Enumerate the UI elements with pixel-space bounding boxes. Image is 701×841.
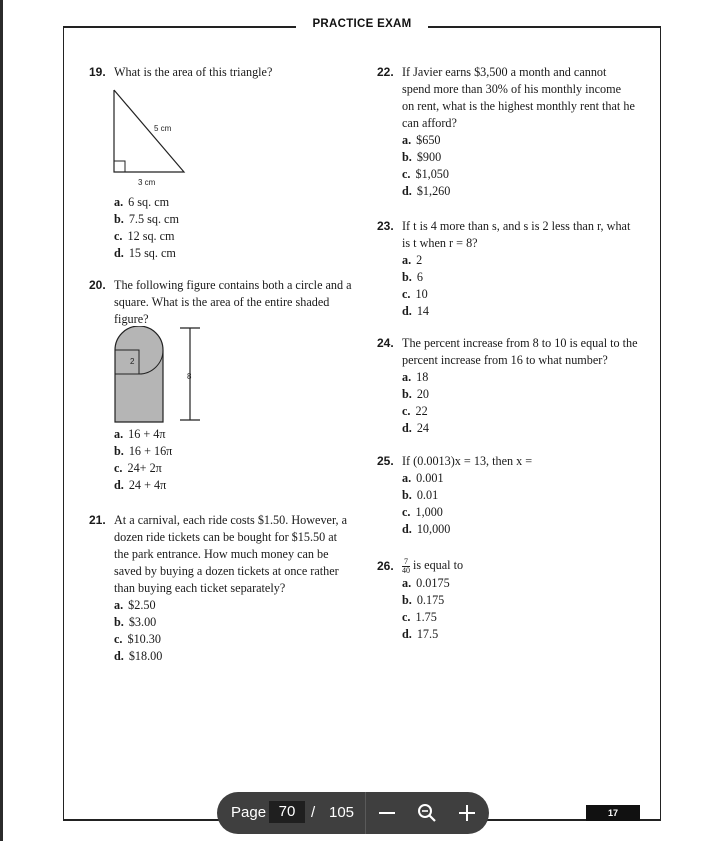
question-number: 25. — [377, 454, 394, 468]
total-pages: 105 — [329, 804, 355, 821]
question-text: At a carnival, each ride costs $1.50. However, a dozen ride tickets can be bought for $15.50 at the park entrance. How much money can be saved by buying a dozen tickets at once rather than buying each ticket separately? — [114, 513, 348, 595]
answer-choice[interactable]: c. 24+ 2π — [114, 461, 162, 475]
pdf-viewer-toolbar — [217, 792, 489, 834]
answer-choice[interactable]: c. 22 — [402, 404, 428, 418]
page-number-badge: 17 — [586, 805, 640, 821]
answer-choice[interactable]: d. $18.00 — [114, 649, 163, 663]
answer-choice[interactable]: a. 6 sq. cm — [114, 195, 170, 209]
answer-choice[interactable]: a. 16 + 4π — [114, 427, 166, 441]
question-22 — [377, 64, 636, 200]
triangle-figure — [108, 86, 198, 190]
answer-choice[interactable]: c. 1.75 — [402, 609, 437, 624]
right-angle-marker — [114, 161, 125, 172]
question-19 — [89, 64, 354, 81]
question-text: The following figure contains both a circle and a square. What is the area of the entire shaded figure? — [114, 278, 352, 326]
current-page-input[interactable]: 70 — [269, 801, 305, 823]
answer-choice[interactable]: d. $1,260 — [402, 184, 451, 198]
question-number: 24. — [377, 336, 394, 350]
answer-choice[interactable]: b. 20 — [402, 387, 430, 401]
fraction-denominator: 40 — [402, 565, 410, 575]
answer-choice[interactable]: a. $2.50 — [114, 598, 156, 612]
answer-choice[interactable]: d. 10,000 — [402, 522, 451, 536]
question-number: 21. — [89, 513, 106, 527]
question-25 — [377, 453, 638, 538]
base-label: 3 cm — [138, 178, 156, 187]
fraction — [402, 558, 410, 575]
question-24 — [377, 335, 638, 437]
circle-square-figure — [112, 326, 208, 424]
question-text: If Javier earns $3,500 a month and cannot spend more than 30% of his monthly income on rent, what is the highest monthly rent that he can afford? — [402, 65, 635, 130]
zoom-in-icon — [454, 800, 480, 826]
height-label: 8 — [187, 372, 192, 381]
answer-choice[interactable]: c. 1,000 — [402, 505, 443, 519]
answer-choice[interactable]: d. 14 — [402, 304, 430, 318]
answer-choice[interactable]: c. 10 — [402, 287, 428, 301]
question-20 — [89, 277, 354, 328]
answer-choice[interactable]: b. 16 + 16π — [114, 444, 173, 458]
answers-20 — [114, 426, 314, 494]
page-label: Page — [231, 804, 267, 821]
question-text-rest: is equal to — [413, 558, 464, 572]
answer-choice[interactable]: b. 6 — [402, 270, 423, 284]
answer-choice[interactable]: b. $900 — [402, 150, 442, 164]
answer-choice[interactable]: b. 7.5 sq. cm — [114, 212, 179, 226]
question-number: 20. — [89, 278, 106, 292]
answer-choice[interactable]: a. $650 — [402, 133, 441, 147]
question-text: The percent increase from 8 to 10 is equal to the percent increase from 16 to what number? — [402, 336, 638, 367]
zoom-reset-button[interactable] — [414, 800, 440, 826]
question-26 — [377, 556, 638, 643]
answer-choice[interactable]: b. 0.01 — [402, 488, 439, 502]
answer-choice[interactable]: d. 24 + 4π — [114, 478, 167, 492]
radius-label: 2 — [130, 357, 135, 366]
question-21 — [89, 512, 354, 665]
question-text: What is the area of this triangle? — [114, 65, 273, 79]
answer-choice[interactable]: d. 15 sq. cm — [114, 246, 176, 260]
answer-choice[interactable]: c. $1,050 — [402, 167, 449, 181]
answer-choice[interactable]: c. 12 sq. cm — [114, 229, 175, 243]
hypotenuse-label: 5 cm — [154, 124, 172, 133]
question-number: 19. — [89, 65, 106, 79]
answer-choice[interactable]: a. 18 — [402, 370, 429, 384]
triangle-outline — [114, 90, 184, 172]
question-text: If t is 4 more than s, and s is 2 less than r, what is t when r = 8? — [402, 219, 631, 250]
zoom-out-icon — [374, 800, 400, 826]
question-text — [402, 557, 638, 575]
question-text: If (0.0013)x = 13, then x = — [402, 454, 533, 468]
toolbar-divider — [365, 792, 366, 834]
answer-choice[interactable]: a. 2 — [402, 253, 423, 267]
viewer-left-edge — [0, 0, 3, 841]
question-number: 22. — [377, 65, 394, 79]
answers-19 — [114, 194, 314, 262]
answer-choice[interactable]: d. 24 — [402, 421, 430, 435]
zoom-in-button[interactable] — [454, 800, 480, 826]
question-number: 26. — [377, 559, 394, 573]
answer-choice[interactable]: b. $3.00 — [114, 615, 157, 629]
answer-choice[interactable]: b. 0.175 — [402, 592, 445, 607]
answer-choice[interactable]: c. $10.30 — [114, 632, 161, 646]
question-number: 23. — [377, 219, 394, 233]
zoom-out-button[interactable] — [374, 800, 400, 826]
page-separator: / — [311, 804, 316, 821]
answer-choice[interactable]: a. 0.0175 — [402, 575, 450, 590]
fraction-numerator: 7 — [404, 556, 408, 566]
answer-choice[interactable]: a. 0.001 — [402, 471, 444, 485]
page-header-title: PRACTICE EXAM — [312, 18, 412, 30]
magnifier-icon — [414, 800, 440, 826]
question-23 — [377, 218, 638, 320]
answer-choice[interactable]: d. 17.5 — [402, 626, 439, 641]
